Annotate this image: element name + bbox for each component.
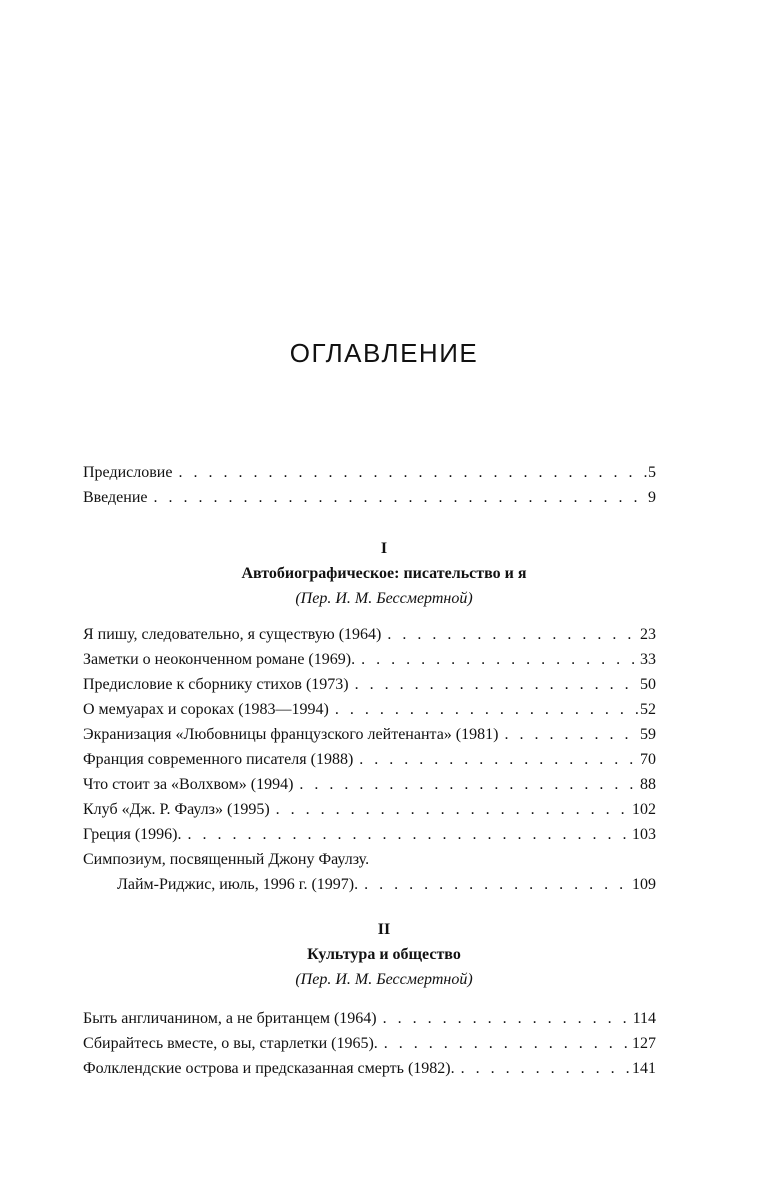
page-title: ОГЛАВЛЕНИЕ	[289, 338, 479, 368]
toc-entry-title: Греция (1996).	[83, 826, 182, 843]
toc-entry[interactable]	[83, 1056, 656, 1081]
toc-entry-page: 114	[632, 1010, 656, 1027]
toc-entry-title: Симпозиум, посвященный Джону Фаулзу.	[83, 851, 370, 868]
leader-dots	[270, 797, 632, 822]
toc-entry-page: 59	[640, 726, 656, 743]
section-1-list	[83, 622, 656, 897]
toc-entry-multiline-first[interactable]	[83, 847, 656, 872]
section-title: Культура и общество	[307, 946, 461, 963]
leader-dots	[381, 622, 640, 647]
section-translator: (Пер. И. М. Бессмертной)	[295, 971, 473, 988]
toc-entry-page: 70	[640, 751, 656, 768]
toc-entry[interactable]	[83, 1006, 656, 1031]
toc-entry-title: Быть англичанином, а не британцем (1964)	[83, 1010, 377, 1027]
leader-dots	[498, 722, 640, 747]
toc-entry[interactable]	[83, 722, 656, 747]
section-translator: (Пер. И. М. Бессмертной)	[295, 590, 473, 607]
leader-dots	[349, 672, 640, 697]
section-2-list	[83, 1006, 656, 1081]
leader-dots	[293, 772, 640, 797]
toc-entry-page: 103	[632, 826, 656, 843]
toc-entry-page: 109	[632, 876, 656, 893]
section-title: Автобиографическое: писательство и я	[241, 565, 527, 582]
toc-entry[interactable]	[83, 1031, 656, 1056]
leader-dots	[358, 872, 632, 897]
leader-dots	[377, 1006, 633, 1031]
toc-entry-page: 127	[632, 1035, 656, 1052]
toc-entry-page: 52	[640, 701, 656, 718]
leader-dots	[172, 460, 648, 485]
toc-entry[interactable]	[83, 747, 656, 772]
section-number: I	[380, 540, 388, 557]
toc-entry-page: 9	[648, 489, 656, 506]
toc-entry[interactable]	[83, 697, 656, 722]
front-matter-list	[83, 460, 656, 510]
toc-entry-introduction[interactable]	[83, 485, 656, 510]
toc-entry[interactable]	[83, 772, 656, 797]
toc-entry-title: Клуб «Дж. Р. Фаулз» (1995)	[83, 801, 270, 818]
leader-dots	[355, 647, 640, 672]
toc-entry[interactable]	[83, 647, 656, 672]
toc-entry-title: Лайм-Риджис, июль, 1996 г. (1997).	[117, 876, 359, 893]
toc-entry-title: Введение	[83, 489, 148, 506]
toc-entry-page: 23	[640, 626, 656, 643]
toc-entry-title: Предисловие к сборнику стихов (1973)	[83, 676, 349, 693]
leader-dots	[329, 697, 640, 722]
toc-entry[interactable]	[83, 672, 656, 697]
section-number: II	[377, 921, 391, 938]
toc-entry-title: Заметки о неоконченном романе (1969).	[83, 651, 356, 668]
leader-dots	[353, 747, 640, 772]
toc-entry-title: Предисловие	[83, 464, 173, 481]
leader-dots	[378, 1031, 632, 1056]
section-heading-2	[0, 917, 768, 992]
toc-entry-title: О мемуарах и сороках (1983—1994)	[83, 701, 329, 718]
section-heading-1	[0, 536, 768, 611]
toc-entry[interactable]	[83, 622, 656, 647]
toc-entry[interactable]	[83, 797, 656, 822]
toc-entry-title: Что стоит за «Волхвом» (1994)	[83, 776, 294, 793]
toc-entry-page: 88	[640, 776, 656, 793]
toc-entry-page: 102	[632, 801, 656, 818]
toc-entry-page: 50	[640, 676, 656, 693]
toc-entry-page: 33	[640, 651, 656, 668]
leader-dots	[148, 485, 649, 510]
toc-entry[interactable]	[83, 822, 656, 847]
toc-entry-title: Сбирайтесь вместе, о вы, старлетки (1965).	[83, 1035, 378, 1052]
toc-entry-title: Я пишу, следовательно, я существую (1964)	[83, 626, 382, 643]
toc-entry-page: 5	[648, 464, 656, 481]
toc-entry-title: Франция современного писателя (1988)	[83, 751, 354, 768]
toc-entry-title: Фолклендские острова и предсказанная смерть (1982).	[83, 1060, 455, 1077]
leader-dots	[455, 1056, 632, 1081]
toc-entry-multiline-second[interactable]	[83, 872, 656, 897]
toc-entry-page: 141	[632, 1060, 656, 1077]
toc-entry-preface[interactable]	[83, 460, 656, 485]
toc-entry-title: Экранизация «Любовницы французского лейтенанта» (1981)	[83, 726, 499, 743]
leader-dots	[181, 822, 632, 847]
